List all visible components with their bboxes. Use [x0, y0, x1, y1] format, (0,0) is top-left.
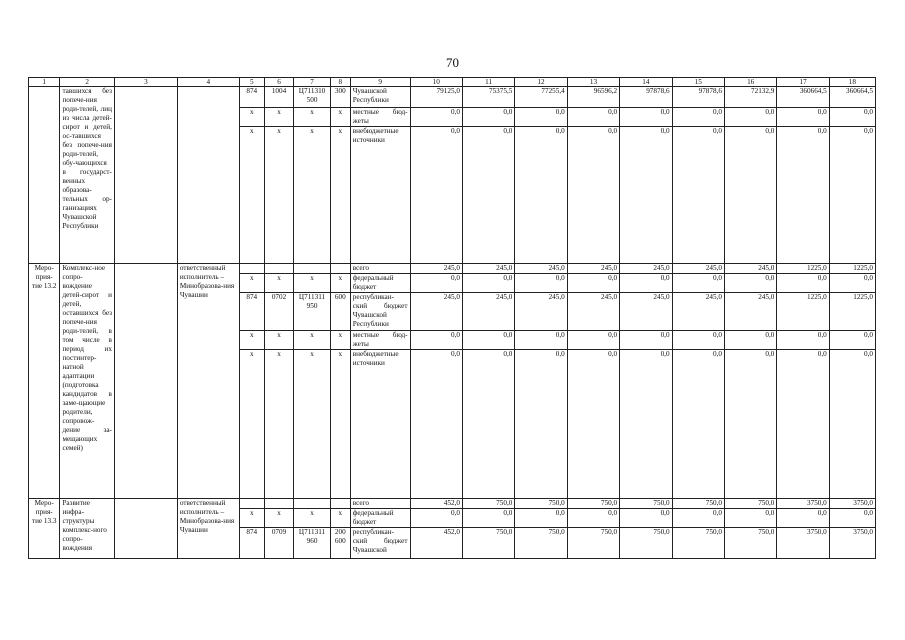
code-section: х — [264, 274, 293, 293]
amount-cell: 0,0 — [777, 350, 829, 499]
amount-cell: 0,0 — [672, 127, 724, 264]
code-section — [264, 499, 293, 509]
amount-cell: 750,0 — [515, 499, 567, 509]
column-number: 12 — [515, 78, 567, 87]
amount-cell: 0,0 — [672, 331, 724, 350]
amount-cell: 750,0 — [620, 499, 672, 509]
amount-cell: 0,0 — [567, 108, 619, 127]
amount-cell: 245,0 — [620, 264, 672, 274]
code-expense: х — [330, 509, 350, 528]
code-section: х — [264, 331, 293, 350]
code-target: х — [294, 350, 331, 499]
amount-cell: 0,0 — [829, 509, 875, 528]
amount-cell: 245,0 — [567, 293, 619, 331]
amount-cell: 245,0 — [724, 293, 776, 331]
amount-cell: 245,0 — [672, 264, 724, 274]
amount-cell: 0,0 — [567, 274, 619, 293]
amount-cell: 0,0 — [462, 127, 514, 264]
code-expense — [330, 499, 350, 509]
amount-cell: 0,0 — [777, 509, 829, 528]
amount-cell: 0,0 — [515, 274, 567, 293]
amount-cell: 750,0 — [567, 528, 619, 559]
code-expense: 200 600 — [330, 528, 350, 559]
amount-cell: 0,0 — [829, 350, 875, 499]
code-target: Ц711310 500 — [294, 87, 331, 108]
page-number: 70 — [446, 55, 459, 70]
amount-cell: 0,0 — [462, 509, 514, 528]
code-grbs: х — [239, 127, 264, 264]
amount-cell: 0,0 — [515, 509, 567, 528]
event-label: Меро-прия-тие 13.3 — [29, 499, 60, 559]
code-grbs: х — [239, 108, 264, 127]
amount-cell: 245,0 — [620, 293, 672, 331]
column-number: 18 — [829, 78, 875, 87]
code-grbs: х — [239, 350, 264, 499]
table-row — [29, 264, 876, 274]
amount-cell: 1225,0 — [829, 293, 875, 331]
column-number: 11 — [462, 78, 514, 87]
amount-cell: 750,0 — [462, 499, 514, 509]
amount-cell: 245,0 — [567, 264, 619, 274]
amount-cell: 0,0 — [777, 108, 829, 127]
amount-cell: 0,0 — [672, 274, 724, 293]
amount-cell: 0,0 — [829, 274, 875, 293]
code-expense: х — [330, 350, 350, 499]
column-number: 17 — [777, 78, 829, 87]
funding-source: внебюджетные источники — [350, 127, 410, 264]
amount-cell: 0,0 — [515, 127, 567, 264]
amount-cell: 3750,0 — [777, 528, 829, 559]
code-target: х — [294, 127, 331, 264]
amount-cell: 750,0 — [672, 499, 724, 509]
amount-cell: 77255,4 — [515, 87, 567, 108]
column-number: 6 — [264, 78, 293, 87]
column-number: 14 — [620, 78, 672, 87]
amount-cell: 245,0 — [410, 293, 462, 331]
code-target: х — [294, 509, 331, 528]
amount-cell: 360664,5 — [777, 87, 829, 108]
table-row — [29, 87, 876, 108]
amount-cell: 3750,0 — [829, 528, 875, 559]
amount-cell: 1225,0 — [829, 264, 875, 274]
amount-cell: 0,0 — [462, 331, 514, 350]
amount-cell: 0,0 — [515, 108, 567, 127]
executor-cell: ответственный исполнитель – Минобразова-ния Чувашии — [177, 264, 239, 499]
amount-cell: 750,0 — [672, 528, 724, 559]
amount-cell: 0,0 — [724, 350, 776, 499]
code-target: х — [294, 108, 331, 127]
code-section: х — [264, 127, 293, 264]
column-number: 7 — [294, 78, 331, 87]
code-target — [294, 264, 331, 274]
amount-cell: 0,0 — [829, 108, 875, 127]
amount-cell: 0,0 — [567, 350, 619, 499]
amount-cell: 0,0 — [410, 350, 462, 499]
amount-cell: 0,0 — [620, 331, 672, 350]
code-expense: х — [330, 127, 350, 264]
participants-cell — [114, 264, 177, 499]
event-name: тавшихся без попече-ния роди-телей, лиц из числа детей-сирот и детей, ос-тавшихся без попече-ния роди-телей, обу-чающихся в государст-венных образова-тельных ор-ганизациях Чувашской Республики — [60, 87, 115, 264]
amount-cell: 0,0 — [620, 350, 672, 499]
column-number: 5 — [239, 78, 264, 87]
code-grbs — [239, 264, 264, 274]
event-label: Меро-прия-тие 13.2 — [29, 264, 60, 499]
amount-cell: 0,0 — [515, 350, 567, 499]
amount-cell: 452,0 — [410, 499, 462, 509]
code-target: Ц711311 950 — [294, 293, 331, 331]
amount-cell: 245,0 — [410, 264, 462, 274]
column-number: 9 — [350, 78, 410, 87]
event-label — [29, 87, 60, 264]
amount-cell: 0,0 — [672, 108, 724, 127]
amount-cell: 1225,0 — [777, 264, 829, 274]
column-number: 13 — [567, 78, 619, 87]
amount-cell: 97878,6 — [620, 87, 672, 108]
amount-cell: 0,0 — [462, 274, 514, 293]
amount-cell: 0,0 — [620, 108, 672, 127]
amount-cell: 0,0 — [672, 509, 724, 528]
amount-cell: 0,0 — [672, 350, 724, 499]
code-expense: х — [330, 274, 350, 293]
amount-cell: 0,0 — [462, 108, 514, 127]
code-grbs: х — [239, 274, 264, 293]
funding-source: местные бюд-жеты — [350, 108, 410, 127]
code-expense: 600 — [330, 293, 350, 331]
amount-cell: 750,0 — [567, 499, 619, 509]
code-expense: х — [330, 331, 350, 350]
code-section: х — [264, 509, 293, 528]
amount-cell: 245,0 — [515, 293, 567, 331]
table-row — [29, 499, 876, 509]
amount-cell: 245,0 — [724, 264, 776, 274]
amount-cell: 96596,2 — [567, 87, 619, 108]
amount-cell: 79125,0 — [410, 87, 462, 108]
amount-cell: 0,0 — [567, 509, 619, 528]
amount-cell: 245,0 — [462, 264, 514, 274]
amount-cell: 245,0 — [515, 264, 567, 274]
code-target — [294, 499, 331, 509]
amount-cell: 97878,6 — [672, 87, 724, 108]
amount-cell: 0,0 — [567, 331, 619, 350]
code-expense: х — [330, 108, 350, 127]
amount-cell: 750,0 — [620, 528, 672, 559]
executor-cell: ответственный исполнитель – Минобразова-ния Чувашии — [177, 499, 239, 559]
participants-cell — [114, 499, 177, 559]
amount-cell: 0,0 — [777, 331, 829, 350]
code-grbs — [239, 499, 264, 509]
amount-cell: 0,0 — [724, 127, 776, 264]
funding-source: внебюджетные источники — [350, 350, 410, 499]
amount-cell: 0,0 — [410, 108, 462, 127]
amount-cell: 360664,5 — [829, 87, 875, 108]
code-section: 1004 — [264, 87, 293, 108]
amount-cell: 1225,0 — [777, 293, 829, 331]
amount-cell: 0,0 — [829, 331, 875, 350]
amount-cell: 0,0 — [410, 127, 462, 264]
amount-cell: 0,0 — [620, 274, 672, 293]
amount-cell: 750,0 — [724, 499, 776, 509]
amount-cell: 0,0 — [462, 350, 514, 499]
budget-table — [28, 77, 876, 559]
amount-cell: 0,0 — [724, 331, 776, 350]
code-grbs: 874 — [239, 293, 264, 331]
funding-source: всего — [350, 264, 410, 274]
column-number: 3 — [114, 78, 177, 87]
code-grbs: х — [239, 331, 264, 350]
funding-source: федеральный бюджет — [350, 509, 410, 528]
amount-cell: 3750,0 — [777, 499, 829, 509]
amount-cell: 0,0 — [620, 509, 672, 528]
amount-cell: 3750,0 — [829, 499, 875, 509]
event-name: Комплекс-ное сопро-вождение детей-сирот и детей, оставшихся без попече-ния роди-телей, в том числе в период их постинтер-натной адаптации (подготовка кандидатов в заме-щающие родители, сопровож-дение за-мещающих семей) — [60, 264, 115, 499]
code-section — [264, 264, 293, 274]
amount-cell: 245,0 — [462, 293, 514, 331]
amount-cell: 750,0 — [515, 528, 567, 559]
code-expense — [330, 264, 350, 274]
amount-cell: 0,0 — [567, 127, 619, 264]
amount-cell: 72132,9 — [724, 87, 776, 108]
amount-cell: 0,0 — [410, 274, 462, 293]
amount-cell: 245,0 — [672, 293, 724, 331]
amount-cell: 750,0 — [462, 528, 514, 559]
executor-cell — [177, 87, 239, 264]
funding-source: Чувашской Республики — [350, 87, 410, 108]
code-target: х — [294, 274, 331, 293]
amount-cell: 0,0 — [777, 274, 829, 293]
code-section: х — [264, 108, 293, 127]
amount-cell: 0,0 — [829, 127, 875, 264]
code-grbs: 874 — [239, 528, 264, 559]
code-target: Ц711311 960 — [294, 528, 331, 559]
funding-source: республикан-ский бюджет Чувашской — [350, 528, 410, 559]
code-section: х — [264, 350, 293, 499]
amount-cell: 0,0 — [724, 274, 776, 293]
code-section: 0709 — [264, 528, 293, 559]
event-name: Развитие инфра-структуры комплекс-ного сопро-вождения — [60, 499, 115, 559]
amount-cell: 0,0 — [724, 509, 776, 528]
column-number: 10 — [410, 78, 462, 87]
code-grbs: х — [239, 509, 264, 528]
header-row — [29, 78, 876, 87]
amount-cell: 0,0 — [515, 331, 567, 350]
amount-cell: 75375,5 — [462, 87, 514, 108]
funding-source: федеральный бюджет — [350, 274, 410, 293]
funding-source: всего — [350, 499, 410, 509]
code-target: х — [294, 331, 331, 350]
amount-cell: 0,0 — [410, 509, 462, 528]
amount-cell: 452,0 — [410, 528, 462, 559]
participants-cell — [114, 87, 177, 264]
amount-cell: 0,0 — [777, 127, 829, 264]
code-expense: 300 — [330, 87, 350, 108]
column-number: 1 — [29, 78, 60, 87]
amount-cell: 0,0 — [410, 331, 462, 350]
code-grbs: 874 — [239, 87, 264, 108]
funding-source: местные бюд-жеты — [350, 331, 410, 350]
column-number: 16 — [724, 78, 776, 87]
column-number: 15 — [672, 78, 724, 87]
column-number: 2 — [60, 78, 115, 87]
amount-cell: 0,0 — [724, 108, 776, 127]
code-section: 0702 — [264, 293, 293, 331]
amount-cell: 0,0 — [620, 127, 672, 264]
column-number: 4 — [177, 78, 239, 87]
funding-source: республикан-ский бюджет Чувашской Республики — [350, 293, 410, 331]
column-number: 8 — [330, 78, 350, 87]
amount-cell: 750,0 — [724, 528, 776, 559]
